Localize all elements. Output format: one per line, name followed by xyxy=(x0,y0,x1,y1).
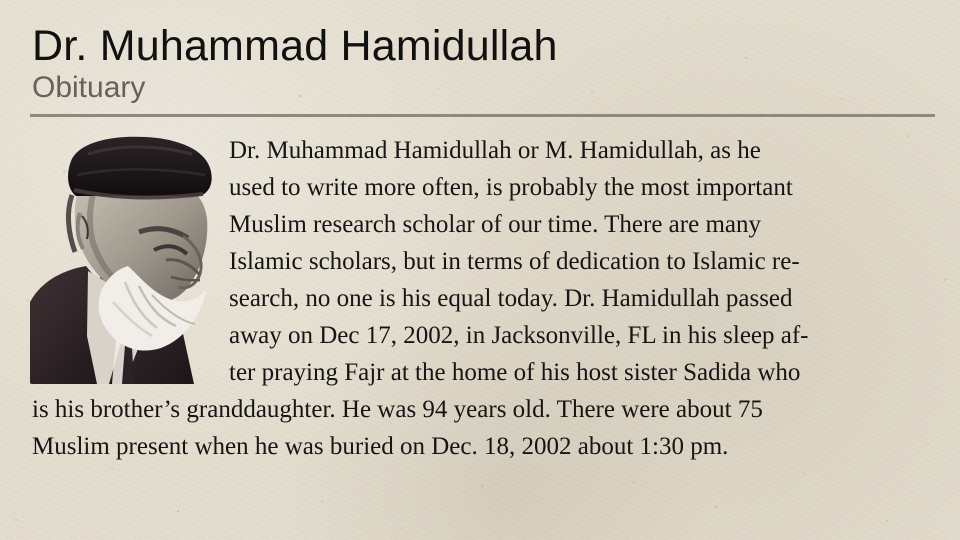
body-line-7: ter praying Fajr at the home of his host sister Sadida who xyxy=(229,359,801,386)
body-line-5: search, no one is his equal today. Dr. Hamidullah passed xyxy=(229,285,793,312)
body-line-2: used to write more often, is probably the most important xyxy=(229,174,793,201)
page-subtitle: Obituary xyxy=(32,71,146,104)
body-line-8: is his brother’s granddaughter. He was 94 years old. There were about 75 xyxy=(32,396,763,423)
body-line-3: Muslim research scholar of our time. There are many xyxy=(229,211,761,238)
body-line-9: Muslim present when he was buried on Dec. 18, 2002 about 1:30 pm. xyxy=(32,433,729,460)
body-line-1: Dr. Muhammad Hamidullah or M. Hamidullah, as he xyxy=(229,137,761,164)
body-line-6: away on Dec 17, 2002, in Jacksonville, FL in his sleep af- xyxy=(229,322,809,349)
portrait-drawing xyxy=(30,134,215,384)
body-line-4: Islamic scholars, but in terms of dedication to Islamic re- xyxy=(229,248,800,275)
page-title: Dr. Muhammad Hamidullah xyxy=(32,22,558,70)
title-divider xyxy=(30,114,935,117)
portrait-illustration xyxy=(30,134,215,384)
